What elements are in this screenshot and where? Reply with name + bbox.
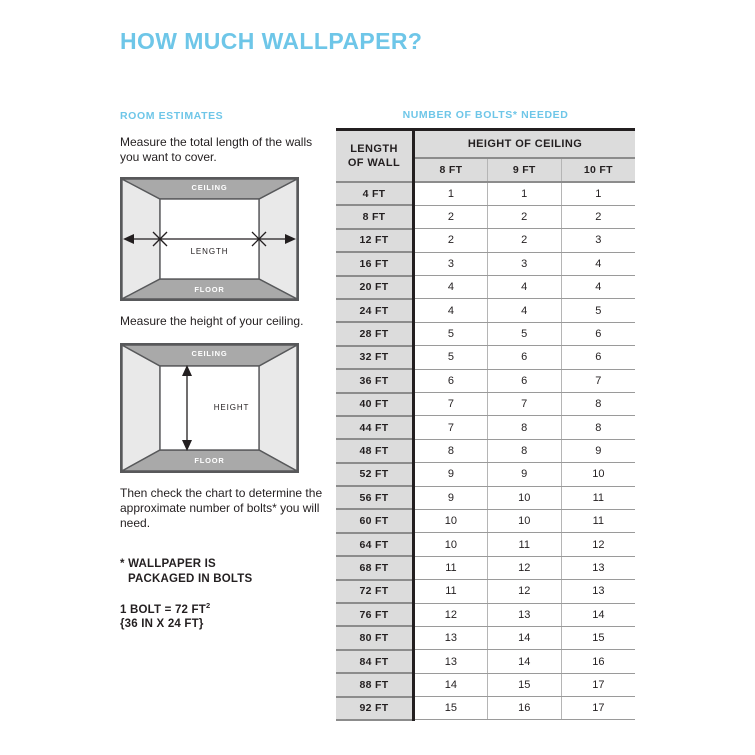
diagram-length-ceiling-label: CEILING	[191, 183, 228, 192]
cell-bolts: 17	[561, 697, 635, 720]
diagram-length-measure-label: LENGTH	[190, 247, 229, 256]
diagram-height-measure-label: HEIGHT	[213, 403, 250, 412]
step-1-instruction: Measure the total length of the walls you want to cover.	[120, 135, 313, 164]
row-label-length: 16 FT	[336, 252, 414, 275]
cell-bolts: 15	[561, 626, 635, 649]
row-label-length: 64 FT	[336, 533, 414, 556]
cell-bolts: 7	[561, 369, 635, 392]
cell-bolts: 14	[487, 650, 561, 673]
diagram-height-floor-label: FLOOR	[194, 456, 225, 465]
table-header-row-group	[336, 130, 635, 159]
room-diagram-length	[120, 177, 299, 301]
cell-bolts: 2	[561, 205, 635, 228]
header-ceiling-8ft: 8 FT	[414, 158, 488, 182]
cell-bolts: 13	[487, 603, 561, 626]
row-label-length: 80 FT	[336, 626, 414, 649]
cell-bolts: 17	[561, 673, 635, 696]
table-title: NUMBER OF BOLTS* NEEDED	[402, 109, 569, 121]
cell-bolts: 5	[561, 299, 635, 322]
footnote-bolt-area: 1 BOLT = 72 FT	[120, 603, 206, 616]
cell-bolts: 10	[414, 509, 488, 532]
table-row	[336, 486, 635, 509]
header-ceiling-9ft: 9 FT	[487, 158, 561, 182]
table-head	[336, 130, 635, 183]
cell-bolts: 2	[487, 205, 561, 228]
row-label-length: 68 FT	[336, 556, 414, 579]
row-label-length: 4 FT	[336, 182, 414, 205]
row-label-length: 76 FT	[336, 603, 414, 626]
table-row	[336, 580, 635, 603]
row-label-length: 84 FT	[336, 650, 414, 673]
cell-bolts: 8	[561, 416, 635, 439]
table-row	[336, 533, 635, 556]
cell-bolts: 3	[414, 252, 488, 275]
cell-bolts: 12	[414, 603, 488, 626]
footnote-block	[120, 557, 330, 632]
row-label-length: 88 FT	[336, 673, 414, 696]
footnote-bolt-dimensions: {36 IN X 24 FT}	[120, 618, 204, 631]
cell-bolts: 4	[487, 276, 561, 299]
diagram-length-floor-label: FLOOR	[194, 285, 225, 294]
header-length-of-wall-line1: LENGTH	[350, 143, 398, 155]
cell-bolts: 10	[487, 509, 561, 532]
cell-bolts: 3	[561, 229, 635, 252]
table-row	[336, 229, 635, 252]
footnote-bolt-area-exponent: 2	[205, 601, 211, 610]
table-row	[336, 393, 635, 416]
step-3-instruction: Then check the chart to determine the approximate number of bolts* you will need.	[120, 486, 323, 530]
cell-bolts: 10	[414, 533, 488, 556]
cell-bolts: 11	[561, 486, 635, 509]
cell-bolts: 15	[487, 673, 561, 696]
row-label-length: 48 FT	[336, 439, 414, 462]
row-label-length: 52 FT	[336, 463, 414, 486]
cell-bolts: 10	[487, 486, 561, 509]
section-heading-room-estimates: ROOM ESTIMATES	[120, 110, 224, 122]
diagram-height-ceiling-label: CEILING	[191, 349, 228, 358]
table-row	[336, 416, 635, 439]
table-row	[336, 463, 635, 486]
cell-bolts: 16	[487, 697, 561, 720]
cell-bolts: 13	[561, 580, 635, 603]
row-label-length: 12 FT	[336, 229, 414, 252]
step-2-instruction: Measure the height of your ceiling.	[120, 314, 304, 328]
table-row	[336, 439, 635, 462]
table-row	[336, 252, 635, 275]
header-height-of-ceiling: HEIGHT OF CEILING	[414, 130, 636, 159]
header-ceiling-10ft: 10 FT	[561, 158, 635, 182]
cell-bolts: 11	[487, 533, 561, 556]
cell-bolts: 6	[487, 346, 561, 369]
room-diagram-length-svg	[120, 177, 299, 301]
cell-bolts: 5	[414, 346, 488, 369]
table-row	[336, 182, 635, 205]
table-row	[336, 603, 635, 626]
table-row	[336, 276, 635, 299]
cell-bolts: 12	[487, 580, 561, 603]
row-label-length: 44 FT	[336, 416, 414, 439]
cell-bolts: 6	[487, 369, 561, 392]
cell-bolts: 16	[561, 650, 635, 673]
table-row	[336, 299, 635, 322]
cell-bolts: 3	[487, 252, 561, 275]
cell-bolts: 4	[561, 252, 635, 275]
table-row	[336, 346, 635, 369]
table-row	[336, 205, 635, 228]
cell-bolts: 9	[487, 463, 561, 486]
row-label-length: 40 FT	[336, 393, 414, 416]
row-label-length: 32 FT	[336, 346, 414, 369]
cell-bolts: 8	[561, 393, 635, 416]
table-row	[336, 369, 635, 392]
cell-bolts: 2	[414, 229, 488, 252]
cell-bolts: 2	[487, 229, 561, 252]
cell-bolts: 1	[561, 182, 635, 205]
row-label-length: 20 FT	[336, 276, 414, 299]
cell-bolts: 8	[414, 439, 488, 462]
cell-bolts: 13	[561, 556, 635, 579]
row-label-length: 56 FT	[336, 486, 414, 509]
table-row	[336, 509, 635, 532]
footnote-line-2: PACKAGED IN BOLTS	[128, 572, 253, 585]
header-length-of-wall	[336, 130, 414, 183]
cell-bolts: 15	[414, 697, 488, 720]
cell-bolts: 8	[487, 416, 561, 439]
table-row	[336, 556, 635, 579]
cell-bolts: 14	[487, 626, 561, 649]
cell-bolts: 7	[414, 393, 488, 416]
room-diagram-height	[120, 343, 299, 473]
table-body	[336, 182, 635, 720]
cell-bolts: 8	[487, 439, 561, 462]
cell-bolts: 5	[487, 322, 561, 345]
cell-bolts: 9	[414, 486, 488, 509]
cell-bolts: 14	[414, 673, 488, 696]
room-estimates-column	[120, 110, 330, 632]
cell-bolts: 6	[561, 322, 635, 345]
row-label-length: 28 FT	[336, 322, 414, 345]
cell-bolts: 5	[414, 322, 488, 345]
cell-bolts: 2	[414, 205, 488, 228]
row-label-length: 92 FT	[336, 697, 414, 720]
cell-bolts: 1	[414, 182, 488, 205]
row-label-length: 8 FT	[336, 205, 414, 228]
cell-bolts: 11	[414, 556, 488, 579]
cell-bolts: 1	[487, 182, 561, 205]
cell-bolts: 12	[561, 533, 635, 556]
cell-bolts: 4	[414, 299, 488, 322]
cell-bolts: 9	[561, 439, 635, 462]
cell-bolts: 11	[414, 580, 488, 603]
bolts-needed-table	[336, 128, 635, 721]
cell-bolts: 4	[561, 276, 635, 299]
cell-bolts: 7	[414, 416, 488, 439]
cell-bolts: 6	[414, 369, 488, 392]
cell-bolts: 10	[561, 463, 635, 486]
footnote-spacer	[120, 586, 330, 599]
cell-bolts: 4	[487, 299, 561, 322]
row-label-length: 36 FT	[336, 369, 414, 392]
table-row	[336, 697, 635, 720]
cell-bolts: 6	[561, 346, 635, 369]
table-row	[336, 650, 635, 673]
footnote-bolt-equivalence	[120, 599, 330, 617]
cell-bolts: 12	[487, 556, 561, 579]
table-row	[336, 673, 635, 696]
cell-bolts: 13	[414, 650, 488, 673]
cell-bolts: 13	[414, 626, 488, 649]
table-row	[336, 626, 635, 649]
footnote-line-1: * WALLPAPER IS	[120, 558, 216, 570]
cell-bolts: 11	[561, 509, 635, 532]
row-label-length: 60 FT	[336, 509, 414, 532]
cell-bolts: 9	[414, 463, 488, 486]
cell-bolts: 7	[487, 393, 561, 416]
table-row	[336, 322, 635, 345]
cell-bolts: 14	[561, 603, 635, 626]
row-label-length: 24 FT	[336, 299, 414, 322]
row-label-length: 72 FT	[336, 580, 414, 603]
cell-bolts: 4	[414, 276, 488, 299]
page-title: HOW MUCH WALLPAPER?	[120, 28, 423, 54]
header-length-of-wall-line2: OF WALL	[347, 157, 401, 169]
